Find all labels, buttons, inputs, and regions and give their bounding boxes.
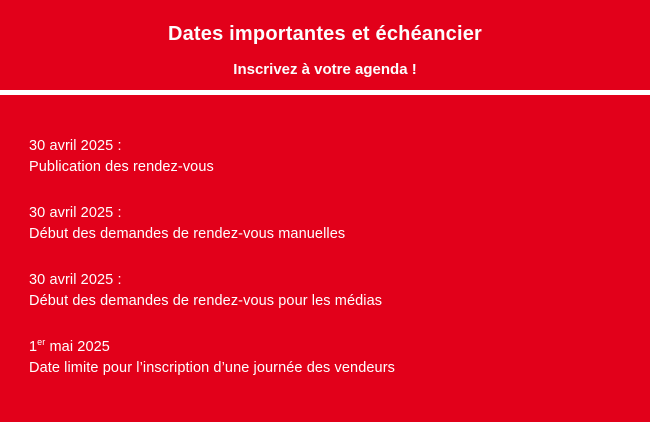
slide-header [0,0,650,79]
schedule-item [29,270,634,311]
date-text: 30 avril 2025 : [29,138,122,154]
date-text: 30 avril 2025 : [29,272,122,288]
schedule-item [29,337,634,378]
header-divider [0,90,650,95]
schedule-item-description: Publication des rendez-vous [29,158,214,175]
date-text: 1 [29,339,38,355]
page-subtitle: Inscrivez à votre agenda ! [233,61,417,78]
date-superscript: er [37,337,46,348]
schedule-item-date [29,270,634,291]
schedule-item-date [29,136,634,157]
schedule-item-description: Début des demandes de rendez-vous manuelles [29,225,346,242]
schedule-item-description: Date limite pour l’inscription d’une journée des vendeurs [29,359,395,376]
schedule-item-date [29,337,634,358]
date-tail: mai 2025 [45,339,110,355]
page-title: Dates importantes et échéancier [167,23,483,45]
schedule-item-date [29,203,634,224]
date-text: 30 avril 2025 : [29,205,122,221]
schedule-item-description: Début des demandes de rendez-vous pour les médias [29,292,383,309]
schedule-item [29,203,634,244]
schedule-item [29,136,634,177]
schedule-list [29,136,634,404]
